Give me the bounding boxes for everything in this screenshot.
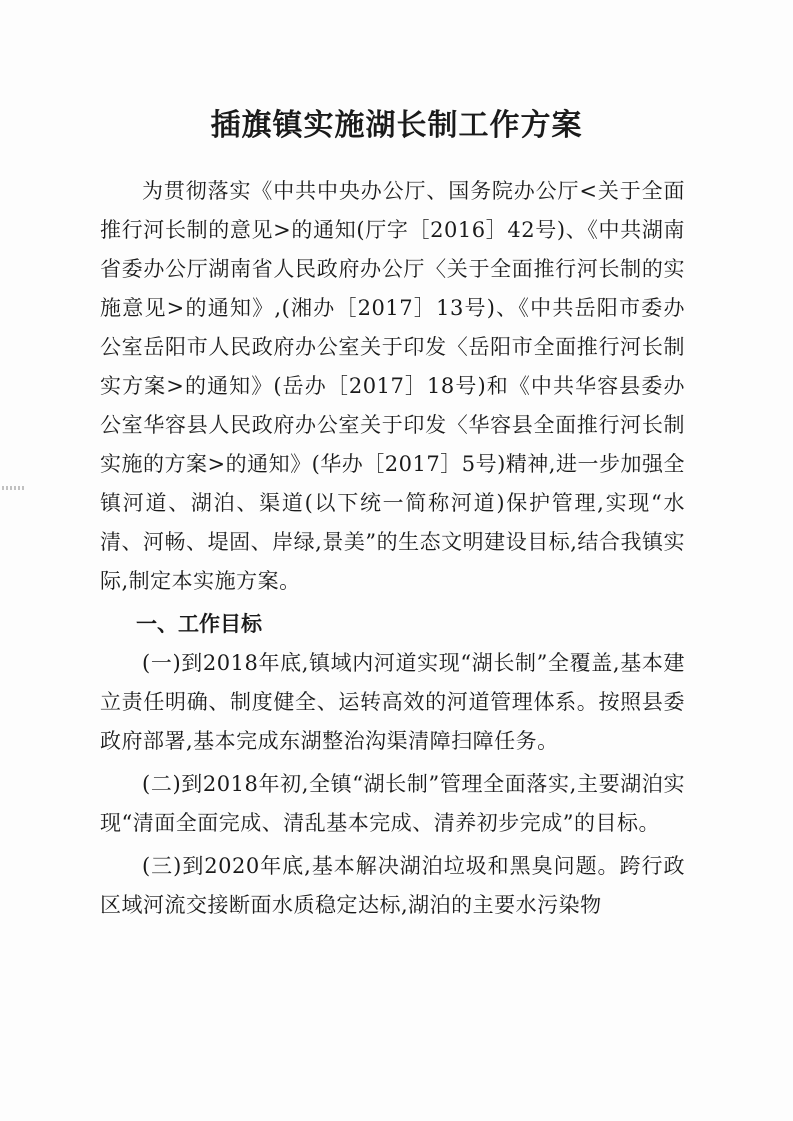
goal-paragraph-1: (一)到2018年底,镇域内河道实现“湖长制”全覆盖,基本建立责任明确、制度健全、运转高效的河道管理体系。按照县委政府部署,基本完成东湖整治沟渠清障扫障任务。 [100,651,685,753]
document-body [100,172,685,925]
goal-paragraph-2: (二)到2018年初,全镇“湖长制”管理全面落实,主要湖泊实现“清面全面完成、清乱基本完成、清养初步完成”的目标。 [100,772,685,835]
intro-paragraph: 为贯彻落实《中共中央办公厅、国务院办公厅<关于全面推行河长制的意见>的通知(厅字［2016］42号)、《中共湖南省委办公厅湖南省人民政府办公厅〈关于全面推行河长制的实施意见>的通知》,(湘办［2017］13号)、《中共岳阳市委办公室岳阳市人民政府办公室关于印发〈岳阳市全面推行河长制实方案>的通知》(岳办［2017］18号)和《中共华容县委办公室华容县人民政府办公室关于印发〈华容县全面推行河长制实施的方案>的通知》(华办［2017］5号)精神,进一步加强全镇河道、湖泊、渠道(以下统一简称河道)保护管理,实现“水清、河畅、堤固、岸绿,景美”的生态文明建设目标,结合我镇实际,制定本实施方案。 [100,179,685,593]
document-title: 插旗镇实施湖长制工作方案 [210,108,583,143]
section-heading-goals: 一、工作目标 [136,612,262,636]
scan-artifact [2,486,24,490]
goal-paragraph-3: (三)到2020年底,基本解决湖泊垃圾和黑臭问题。跨行政区域河流交接断面水质稳定达标,湖泊的主要水污染物 [100,854,685,917]
